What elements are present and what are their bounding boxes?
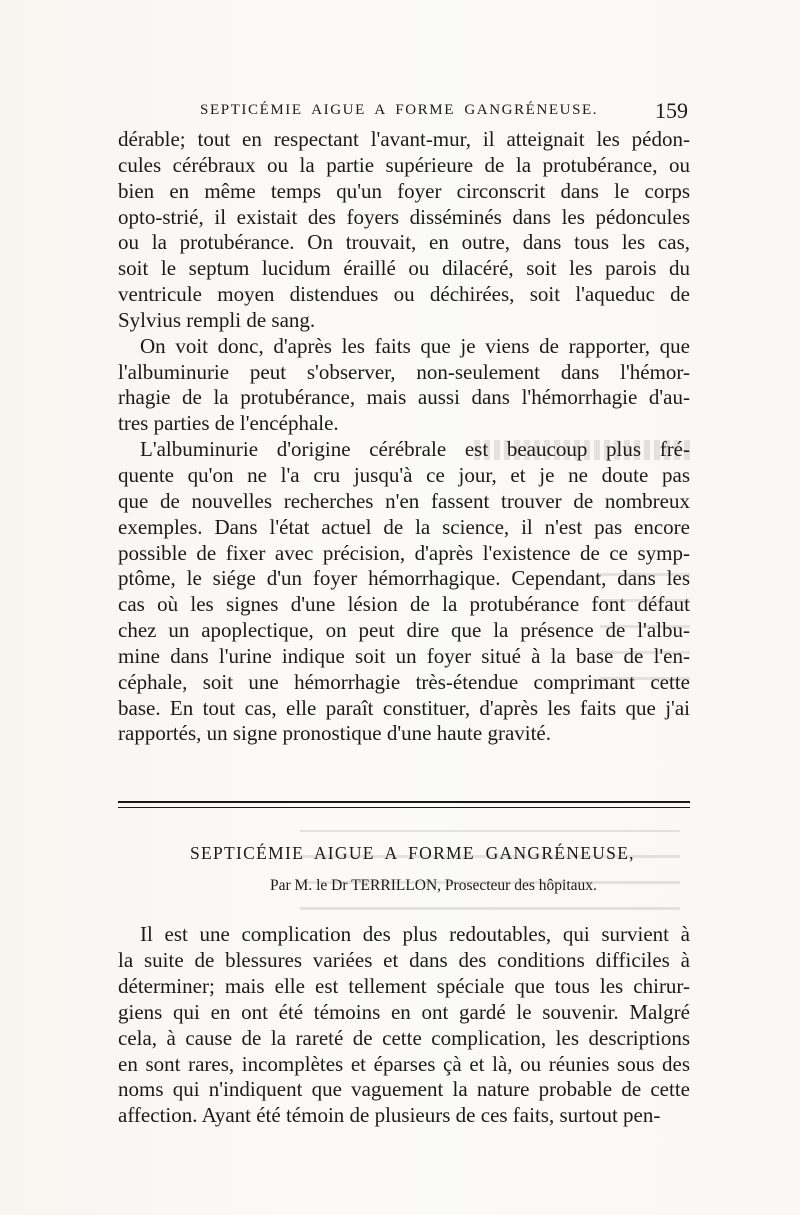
- text-line: ptôme, le siége d'un foyer hémorrhagique. Cependant, dans les: [118, 566, 690, 591]
- text-line: exemples. Dans l'état actuel de la science, il n'est pas encore: [118, 514, 690, 539]
- text-line: Sylvius rempli de sang.: [118, 307, 316, 332]
- text-line: ou la protubérance. On trouvait, en outre, dans tous les cas,: [118, 230, 690, 255]
- text-line: la suite de blessures variées et dans des conditions difficiles à: [118, 947, 690, 972]
- text-line: en sont rares, incomplètes et éparses çà et là, ou réunies sous des: [118, 1051, 690, 1076]
- article-body: [118, 922, 690, 1129]
- paragraph: [118, 437, 690, 747]
- text-line: céphale, soit une hémorrhagie très-étendue comprimant cette: [118, 669, 690, 694]
- text-line: giens qui en ont été témoins en ont gardé le souvenir. Malgré: [118, 999, 690, 1024]
- text-line: bien en même temps qu'un foyer circonscrit dans le corps: [118, 178, 690, 203]
- text-line: tres parties de l'encéphale.: [118, 411, 339, 436]
- text-line: soit le septum lucidum éraillé ou dilacéré, soit les parois du: [118, 256, 690, 281]
- text-line: chez un apoplectique, on peut dire que la présence de l'albu-: [118, 618, 690, 643]
- text-line: mine dans l'urine indique soit un foyer situé à la base de l'en-: [118, 643, 690, 668]
- paragraph: [118, 922, 690, 1129]
- text-line: rhagie de la protubérance, mais aussi dans l'hémorrhagie d'au-: [118, 385, 690, 410]
- section-divider: [118, 801, 690, 803]
- text-line: rapportés, un signe pronostique d'une haute gravité.: [118, 721, 552, 746]
- body-text: [118, 127, 690, 747]
- paragraph: [118, 127, 690, 334]
- text-line: base. En tout cas, elle paraît constituer, d'après les faits que j'ai: [118, 695, 690, 720]
- text-line: opto-strié, il existait des foyers disséminés dans les pédoncules: [118, 204, 690, 229]
- text-line: cules cérébraux ou la partie supérieure de la protubérance, ou: [118, 152, 690, 177]
- text-line: déterminer; mais elle est tellement spéciale que tous les chirur-: [118, 973, 690, 998]
- page-number: 159: [655, 98, 688, 123]
- text-line: cela, à cause de la rareté de cette complication, les descriptions: [118, 1025, 690, 1050]
- paragraph: [118, 334, 690, 437]
- text-line: possible de fixer avec précision, d'après l'existence de ce symp-: [118, 540, 690, 565]
- section-divider: [118, 807, 690, 808]
- text-line: affection. Ayant été témoin de plusieurs de ces faits, surtout pen-: [118, 1103, 661, 1128]
- text-line: quente qu'on ne l'a cru jusqu'à ce jour, et je ne doute pas: [118, 462, 690, 487]
- text-line: Il est une complication des plus redoutables, qui survient à: [140, 922, 690, 946]
- text-line: que de nouvelles recherches n'en fassent trouver de nombreux: [118, 488, 690, 513]
- text-line: ventricule moyen distendues ou déchirées, soit l'aqueduc de: [118, 282, 690, 307]
- article-author: Par M. le Dr TERRILLON, Prosecteur des hôpitaux.: [270, 877, 597, 894]
- article-title: SEPTICÉMIE AIGUE A FORME GANGRÉNEUSE,: [190, 843, 635, 863]
- text-line: L'albuminurie d'origine cérébrale est beaucoup plus fré-: [140, 437, 690, 462]
- show-through-texture: [300, 830, 680, 910]
- running-head: [200, 100, 688, 124]
- text-line: On voit donc, d'après les faits que je viens de rapporter, que: [140, 333, 690, 358]
- text-line: noms qui n'indiquent que vaguement la nature probable de cette: [118, 1077, 690, 1102]
- text-line: dérable; tout en respectant l'avant-mur, il atteignait les pédon-: [118, 127, 690, 151]
- text-line: cas où les signes d'une lésion de la protubérance font défaut: [118, 592, 690, 617]
- running-title: SEPTICÉMIE AIGUE A FORME GANGRÉNEUSE.: [200, 102, 599, 118]
- text-line: l'albuminurie peut s'observer, non-seulement dans l'hémor-: [118, 359, 690, 384]
